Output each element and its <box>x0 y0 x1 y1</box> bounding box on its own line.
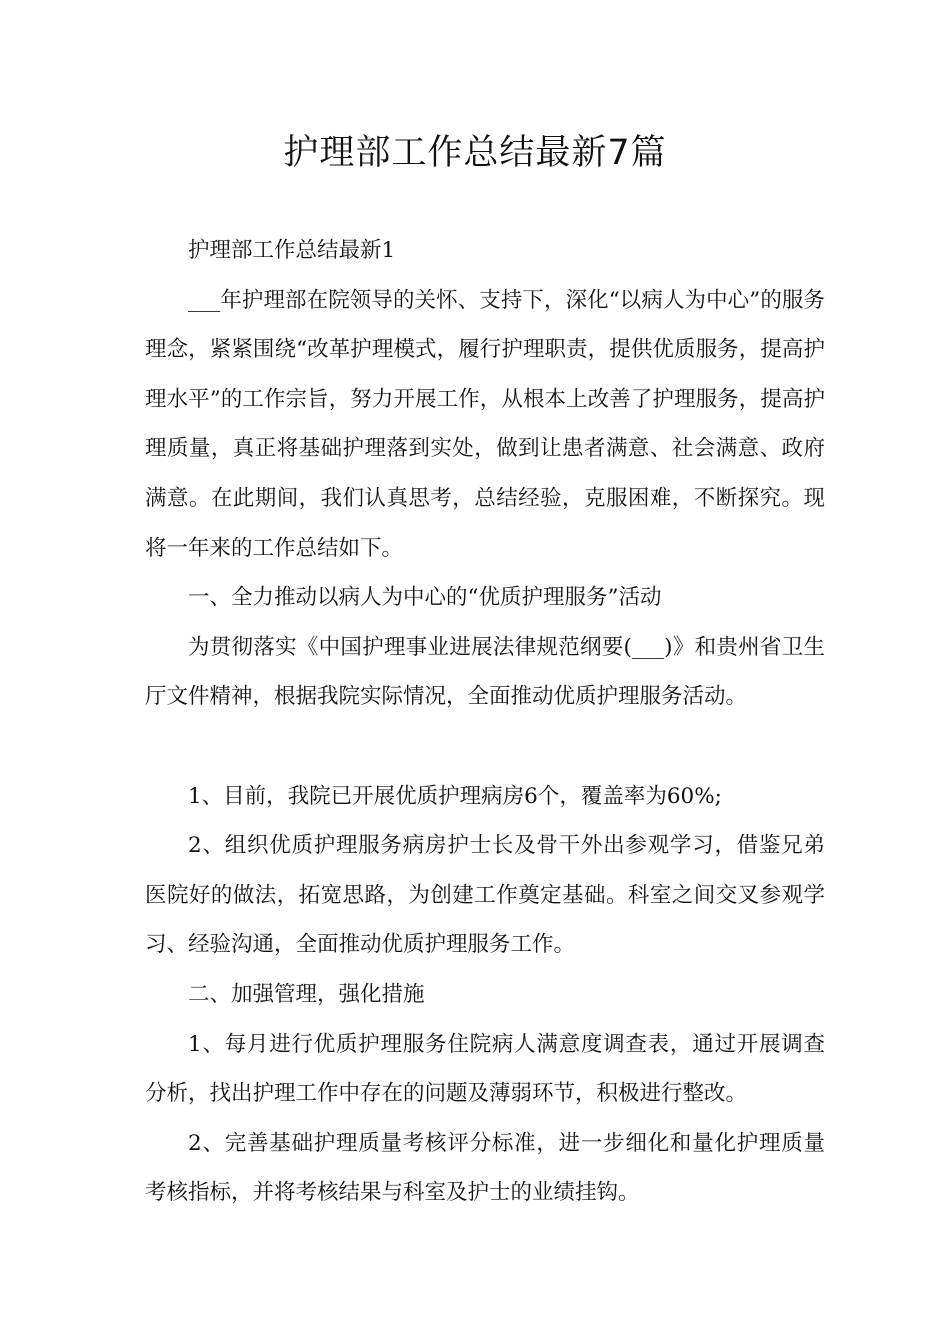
body-paragraph: 为贯彻落实《中国护理事业进展法律规范纲要(___)》和贵州省卫生厅文件精神，根据我院实际情况，全面推动优质护理服务活动。 <box>145 634 825 710</box>
list-item: 1、每月进行优质护理服务住院病人满意度调查表，通过开展调查分析，找出护理工作中存在的问题及薄弱环节，积极进行整改。 <box>145 1031 825 1107</box>
document-body <box>145 226 825 1218</box>
list-item: 2、组织优质护理服务病房护士长及骨干外出参观学习，借鉴兄弟医院好的做法，拓宽思路，为创建工作奠定基础。科室之间交叉参观学习、经验沟通，全面推动优质护理服务工作。 <box>145 833 825 958</box>
section-heading: 护理部工作总结最新1 <box>188 238 396 263</box>
section-heading: 二、加强管理，强化措施 <box>188 981 425 1007</box>
section-heading: 一、全力推动以病人为中心的“优质护理服务”活动 <box>188 585 662 611</box>
blank-line <box>145 722 825 772</box>
list-item: 2、完善基础护理质量考核评分标准，进一步细化和量化护理质量考核指标，并将考核结果与科室及护士的业绩挂钩。 <box>145 1130 825 1206</box>
list-item: 1、目前，我院已开展优质护理病房6个，覆盖率为60%; <box>188 783 722 809</box>
intro-paragraph: ___年护理部在院领导的关怀、支持下，深化“以病人为中心”的服务理念，紧紧围绕“改革护理模式，履行护理职责，提供优质服务，提高护理水平”的工作宗旨，努力开展工作，从根本上改善了护理服务，提高护理质量，真正将基础护理落到实处，做到让患者满意、社会满意、政府满意。在此期间，我们认真思考，总结经验，克服困难，不断探究。现将一年来的工作总结如下。 <box>145 287 825 561</box>
document-title: 护理部工作总结最新7篇 <box>283 133 667 173</box>
